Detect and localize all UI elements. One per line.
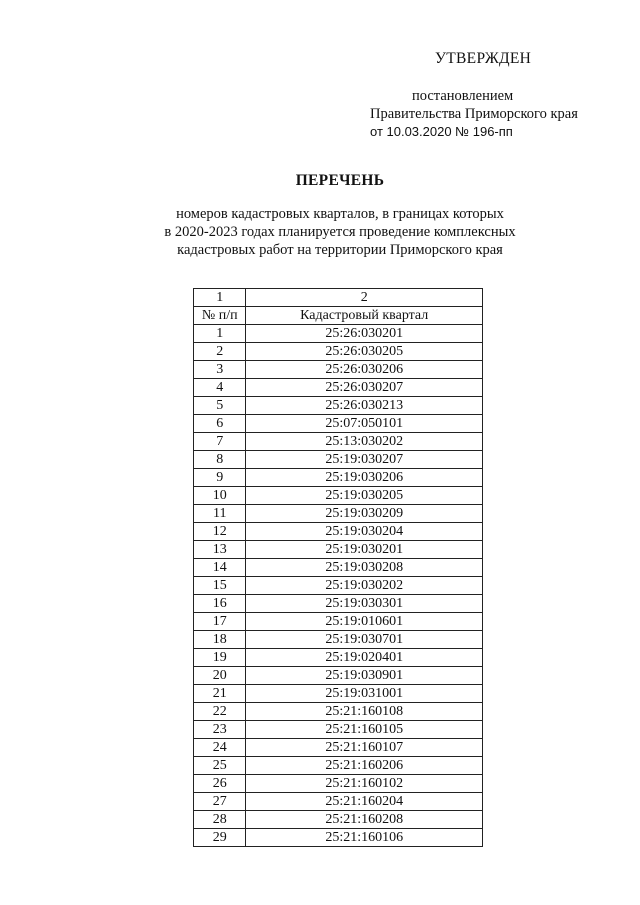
row-number: 10 [194,487,246,505]
row-number: 4 [194,379,246,397]
cadastral-table [193,288,483,847]
cadastral-quarter: 25:19:031001 [246,685,483,703]
row-number: 9 [194,469,246,487]
subtitle-line-3: кадастровых работ на территории Приморского края [177,242,503,258]
table-row [194,775,483,793]
table-row [194,703,483,721]
table-row [194,541,483,559]
table-row [194,343,483,361]
subtitle-line-1: номеров кадастровых кварталов, в границах которых [176,206,504,222]
table-row [194,685,483,703]
column-number-2: 2 [246,289,483,307]
cadastral-quarter: 25:21:160102 [246,775,483,793]
table-row [194,793,483,811]
cadastral-quarter: 25:21:160208 [246,811,483,829]
table-row [194,577,483,595]
row-number: 17 [194,613,246,631]
row-number: 3 [194,361,246,379]
row-number: 29 [194,829,246,847]
header-row [194,307,483,325]
table-row [194,739,483,757]
cadastral-quarter: 25:19:030207 [246,451,483,469]
table-row [194,397,483,415]
header-quarter: Кадастровый квартал [246,307,483,325]
row-number: 11 [194,505,246,523]
table-row [194,559,483,577]
cadastral-quarter: 25:19:030301 [246,595,483,613]
resolution-line-3: от 10.03.2020 № 196-пп [370,124,513,139]
cadastral-quarter: 25:19:030202 [246,577,483,595]
table-row [194,523,483,541]
row-number: 19 [194,649,246,667]
cadastral-quarter: 25:26:030201 [246,325,483,343]
cadastral-quarter: 25:21:160204 [246,793,483,811]
resolution-reference [370,87,590,141]
document-subtitle [140,205,540,259]
row-number: 20 [194,667,246,685]
cadastral-quarter: 25:19:030204 [246,523,483,541]
row-number: 27 [194,793,246,811]
cadastral-quarter: 25:26:030205 [246,343,483,361]
subtitle-line-2: в 2020-2023 годах планируется проведение комплексных [164,224,516,240]
cadastral-quarter: 25:21:160108 [246,703,483,721]
row-number: 13 [194,541,246,559]
cadastral-quarter: 25:26:030207 [246,379,483,397]
row-number: 16 [194,595,246,613]
table-row [194,631,483,649]
cadastral-quarter: 25:19:030208 [246,559,483,577]
cadastral-quarter: 25:19:030701 [246,631,483,649]
table-row [194,379,483,397]
table-row [194,361,483,379]
document-title: ПЕРЕЧЕНЬ [295,172,385,189]
resolution-line-2: Правительства Приморского края [370,106,578,122]
table-row [194,649,483,667]
row-number: 2 [194,343,246,361]
row-number: 26 [194,775,246,793]
table-row [194,667,483,685]
cadastral-quarter: 25:07:050101 [246,415,483,433]
cadastral-quarter: 25:19:030901 [246,667,483,685]
table-row [194,325,483,343]
cadastral-quarter: 25:13:030202 [246,433,483,451]
cadastral-quarter: 25:19:030205 [246,487,483,505]
row-number: 24 [194,739,246,757]
table-row [194,721,483,739]
table-row [194,415,483,433]
table-row [194,757,483,775]
cadastral-quarter: 25:26:030213 [246,397,483,415]
table-row [194,811,483,829]
row-number: 21 [194,685,246,703]
row-number: 25 [194,757,246,775]
row-number: 14 [194,559,246,577]
table-row [194,451,483,469]
table-row [194,433,483,451]
resolution-line-1: постановлением [412,88,514,104]
table-row [194,469,483,487]
cadastral-quarter: 25:19:030209 [246,505,483,523]
table-row [194,613,483,631]
row-number: 12 [194,523,246,541]
cadastral-quarter: 25:19:030206 [246,469,483,487]
table-row [194,505,483,523]
cadastral-quarter: 25:21:160106 [246,829,483,847]
row-number: 1 [194,325,246,343]
cadastral-quarter: 25:19:020401 [246,649,483,667]
cadastral-quarter: 25:19:030201 [246,541,483,559]
cadastral-quarter: 25:19:010601 [246,613,483,631]
approval-stamp: УТВЕРЖДЕН [435,50,532,67]
row-number: 6 [194,415,246,433]
header-number: № п/п [194,307,246,325]
table-row [194,487,483,505]
cadastral-quarter: 25:21:160105 [246,721,483,739]
row-number: 7 [194,433,246,451]
row-number: 18 [194,631,246,649]
column-number-1: 1 [194,289,246,307]
row-number: 28 [194,811,246,829]
row-number: 8 [194,451,246,469]
row-number: 23 [194,721,246,739]
row-number: 22 [194,703,246,721]
cadastral-quarter: 25:21:160206 [246,757,483,775]
table-row [194,595,483,613]
column-number-row [194,289,483,307]
row-number: 15 [194,577,246,595]
table-row [194,829,483,847]
cadastral-quarter: 25:21:160107 [246,739,483,757]
row-number: 5 [194,397,246,415]
cadastral-quarter: 25:26:030206 [246,361,483,379]
